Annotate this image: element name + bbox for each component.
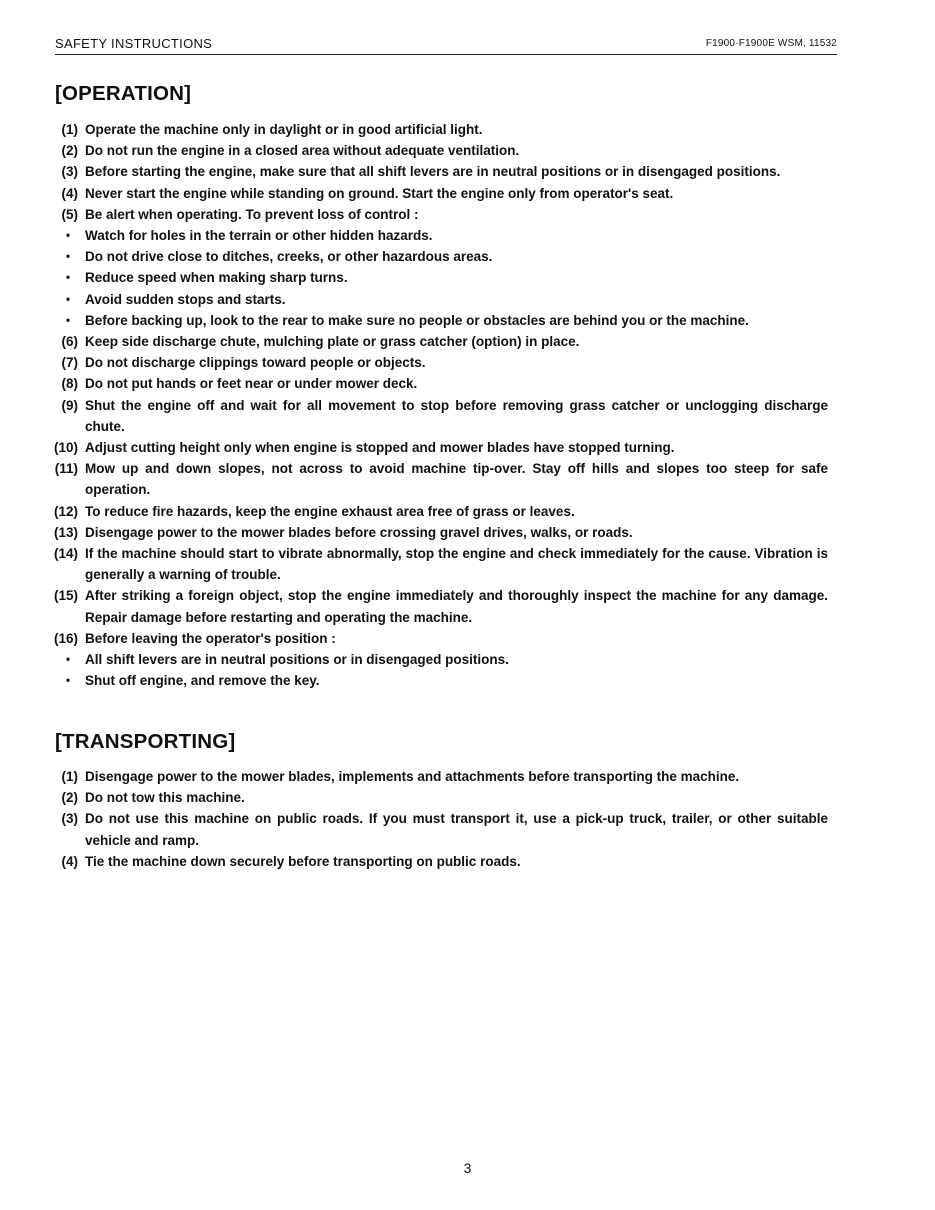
operation-heading: [OPERATION] <box>55 82 192 105</box>
item-number: (16) <box>53 630 78 646</box>
item-text: Reduce speed when making sharp turns. <box>85 270 348 286</box>
list-item <box>0 649 935 670</box>
list-item <box>0 161 935 182</box>
list-item <box>0 585 935 627</box>
item-text: Tie the machine down securely before transporting on public roads. <box>85 853 521 869</box>
item-number: (1) <box>61 122 78 137</box>
header-document-code: F1900·F1900E WSM, 11532 <box>705 38 837 49</box>
list-item <box>0 670 935 691</box>
item-number: (1) <box>61 769 78 784</box>
item-text: Disengage power to the mower blades, implements and attachments before transporting the machine. <box>85 769 740 784</box>
item-text: Never start the engine while standing on ground. Start the engine only from operator's seat. <box>85 185 674 201</box>
item-number: (10) <box>53 440 78 456</box>
operation-list <box>0 119 935 691</box>
page-header <box>55 36 837 55</box>
bullet-marker: • <box>65 652 71 667</box>
list-item <box>0 522 935 543</box>
item-text: Watch for holes in the terrain or other hidden hazards. <box>85 228 433 244</box>
item-text: Before leaving the operator's position : <box>85 630 336 646</box>
item-text: Do not use this machine on public roads. If you must transport it, use a pick-up truck, trailer, or other suitable vehicle and ramp. <box>85 811 828 848</box>
list-item <box>0 289 935 310</box>
item-number: (7) <box>61 355 78 371</box>
bullet-marker: • <box>65 228 71 243</box>
item-number: (11) <box>54 461 78 477</box>
item-number: (12) <box>53 503 78 519</box>
item-number: (14) <box>53 546 78 562</box>
item-text: After striking a foreign object, stop the engine immediately and thoroughly inspect the machine for any damage. Repair damage before restarting and operating the machine. <box>85 588 828 625</box>
transporting-heading: [TRANSPORTING] <box>55 730 236 753</box>
item-text: To reduce fire hazards, keep the engine exhaust area free of grass or leaves. <box>85 503 575 519</box>
item-text: Shut off engine, and remove the key. <box>85 673 320 689</box>
bullet-marker: • <box>65 291 71 306</box>
list-item <box>0 501 935 522</box>
item-text: Shut the engine off and wait for all movement to stop before removing grass catcher or unclogging discharge chute. <box>85 397 828 434</box>
bullet-marker: • <box>65 312 71 327</box>
list-item <box>0 437 935 458</box>
item-text: Operate the machine only in daylight or in good artificial light. <box>85 122 483 137</box>
item-text: Do not run the engine in a closed area without adequate ventilation. <box>85 143 520 159</box>
item-number: (2) <box>61 143 78 159</box>
item-text: Disengage power to the mower blades before crossing gravel drives, walks, or roads. <box>85 524 633 540</box>
item-text: Mow up and down slopes, not across to avoid machine tip-over. Stay off hills and slopes too steep for safe operation. <box>85 461 828 498</box>
item-number: (6) <box>61 334 78 350</box>
list-item <box>0 246 935 267</box>
list-item <box>0 267 935 288</box>
list-item <box>0 140 935 161</box>
item-number: (3) <box>61 164 78 180</box>
item-text: Do not put hands or feet near or under mower deck. <box>85 376 418 392</box>
bullet-marker: • <box>65 270 71 285</box>
item-number: (4) <box>61 185 78 201</box>
transporting-list <box>0 766 935 872</box>
list-item <box>0 808 935 850</box>
item-number: (3) <box>61 811 78 827</box>
item-text: If the machine should start to vibrate abnormally, stop the engine and check immediately for the cause. Vibration is generally a warning of trouble. <box>85 546 828 583</box>
item-text: Do not tow this machine. <box>85 790 245 806</box>
item-text: Before starting the engine, make sure that all shift levers are in neutral positions or in disengaged positions. <box>85 164 781 180</box>
list-item <box>0 310 935 331</box>
list-item <box>0 851 935 872</box>
item-number: (5) <box>61 206 78 222</box>
item-number: (13) <box>53 524 78 540</box>
item-number: (4) <box>61 853 78 869</box>
list-item <box>0 458 935 500</box>
list-item <box>0 331 935 352</box>
list-item <box>0 628 935 649</box>
item-text: All shift levers are in neutral positions or in disengaged positions. <box>85 652 509 668</box>
item-number: (2) <box>61 790 78 806</box>
list-item <box>0 766 935 787</box>
list-item <box>0 787 935 808</box>
bullet-marker: • <box>65 673 71 688</box>
item-text: Do not drive close to ditches, creeks, or other hazardous areas. <box>85 249 493 265</box>
item-text: Before backing up, look to the rear to make sure no people or obstacles are behind you or the machine. <box>85 312 749 328</box>
bullet-marker: • <box>65 249 71 264</box>
item-text: Do not discharge clippings toward people or objects. <box>85 355 426 371</box>
item-number: (8) <box>61 376 78 392</box>
header-section-title: SAFETY INSTRUCTIONS <box>55 36 213 51</box>
item-text: Adjust cutting height only when engine is stopped and mower blades have stopped turning. <box>85 440 675 456</box>
item-number: (9) <box>61 397 78 413</box>
item-text: Be alert when operating. To prevent loss of control : <box>85 206 419 222</box>
list-item <box>0 543 935 585</box>
page-number: 3 <box>463 1160 472 1176</box>
item-number: (15) <box>53 588 78 604</box>
list-item <box>0 204 935 225</box>
list-item <box>0 352 935 373</box>
list-item <box>0 183 935 204</box>
item-text: Keep side discharge chute, mulching plate or grass catcher (option) in place. <box>85 334 580 350</box>
list-item <box>0 225 935 246</box>
list-item <box>0 395 935 437</box>
item-text: Avoid sudden stops and starts. <box>85 291 286 307</box>
list-item <box>0 119 935 140</box>
list-item <box>0 373 935 394</box>
